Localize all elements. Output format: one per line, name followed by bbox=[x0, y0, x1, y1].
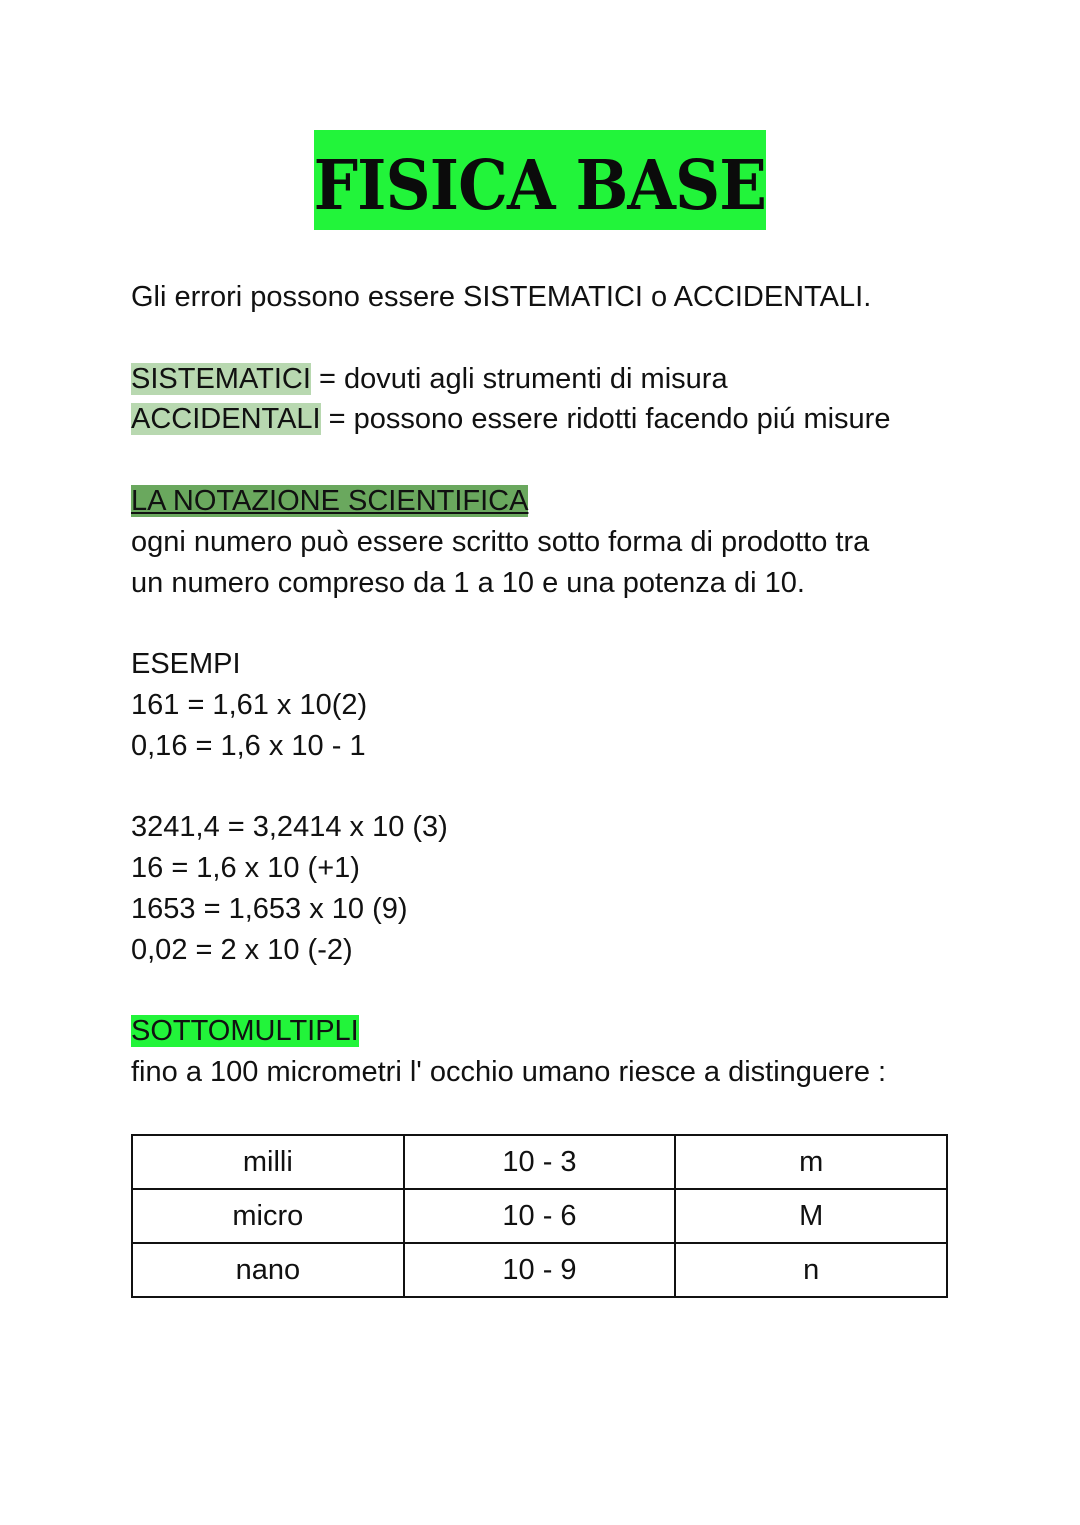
example-line: 3241,4 = 3,2414 x 10 (3) bbox=[131, 811, 448, 844]
prefix-cell: micro bbox=[132, 1189, 404, 1243]
example-line: 16 = 1,6 x 10 (+1) bbox=[131, 852, 360, 885]
definition-accidental bbox=[131, 399, 961, 440]
spacer bbox=[131, 603, 961, 644]
title-highlight bbox=[314, 130, 766, 230]
spacer bbox=[131, 767, 961, 808]
definition-accidental-text: = possono essere ridotti facendo piú misure bbox=[320, 403, 891, 436]
notation-line: ogni numero può essere scritto sotto forma di prodotto tra bbox=[131, 525, 870, 558]
spacer bbox=[131, 971, 961, 1012]
definition-systematic bbox=[131, 359, 961, 400]
examples-heading: ESEMPI bbox=[131, 648, 241, 681]
notation-heading: LA NOTAZIONE SCIENTIFICA bbox=[131, 484, 529, 517]
notation-heading-line bbox=[131, 481, 961, 522]
term-accidental: ACCIDENTALI bbox=[131, 403, 321, 436]
power-cell: 10 - 6 bbox=[404, 1189, 676, 1243]
submultiples-heading-line bbox=[131, 1011, 961, 1052]
table-row bbox=[132, 1135, 947, 1189]
symbol-cell: m bbox=[675, 1135, 947, 1189]
example-line: 161 = 1,61 x 10(2) bbox=[131, 688, 368, 721]
submultiples-heading: SOTTOMULTIPLI bbox=[131, 1015, 359, 1048]
spacer bbox=[131, 318, 961, 359]
definition-systematic-text: = dovuti agli strumenti di misura bbox=[310, 362, 728, 395]
notation-line: un numero compreso da 1 a 10 e una potenza di 10. bbox=[131, 566, 805, 599]
spacer bbox=[131, 440, 961, 481]
term-systematic: SISTEMATICI bbox=[131, 362, 311, 395]
example-line: 0,02 = 2 x 10 (-2) bbox=[131, 933, 353, 966]
table-row bbox=[132, 1243, 947, 1297]
symbol-cell: M bbox=[675, 1189, 947, 1243]
document-body bbox=[131, 277, 961, 1093]
example-line: 0,16 = 1,6 x 10 - 1 bbox=[131, 729, 366, 762]
submultiples-text: fino a 100 micrometri l' occhio umano riesce a distinguere : bbox=[131, 1056, 887, 1089]
submultiples-table bbox=[131, 1134, 948, 1298]
table-row bbox=[132, 1189, 947, 1243]
errors-intro: Gli errori possono essere SISTEMATICI o ACCIDENTALI. bbox=[131, 281, 872, 313]
prefix-cell: nano bbox=[132, 1243, 404, 1297]
power-cell: 10 - 3 bbox=[404, 1135, 676, 1189]
page-title: FISICA BASE bbox=[313, 146, 767, 226]
power-cell: 10 - 9 bbox=[404, 1243, 676, 1297]
prefix-cell: milli bbox=[132, 1135, 404, 1189]
symbol-cell: n bbox=[675, 1243, 947, 1297]
example-line: 1653 = 1,653 x 10 (9) bbox=[131, 892, 408, 925]
